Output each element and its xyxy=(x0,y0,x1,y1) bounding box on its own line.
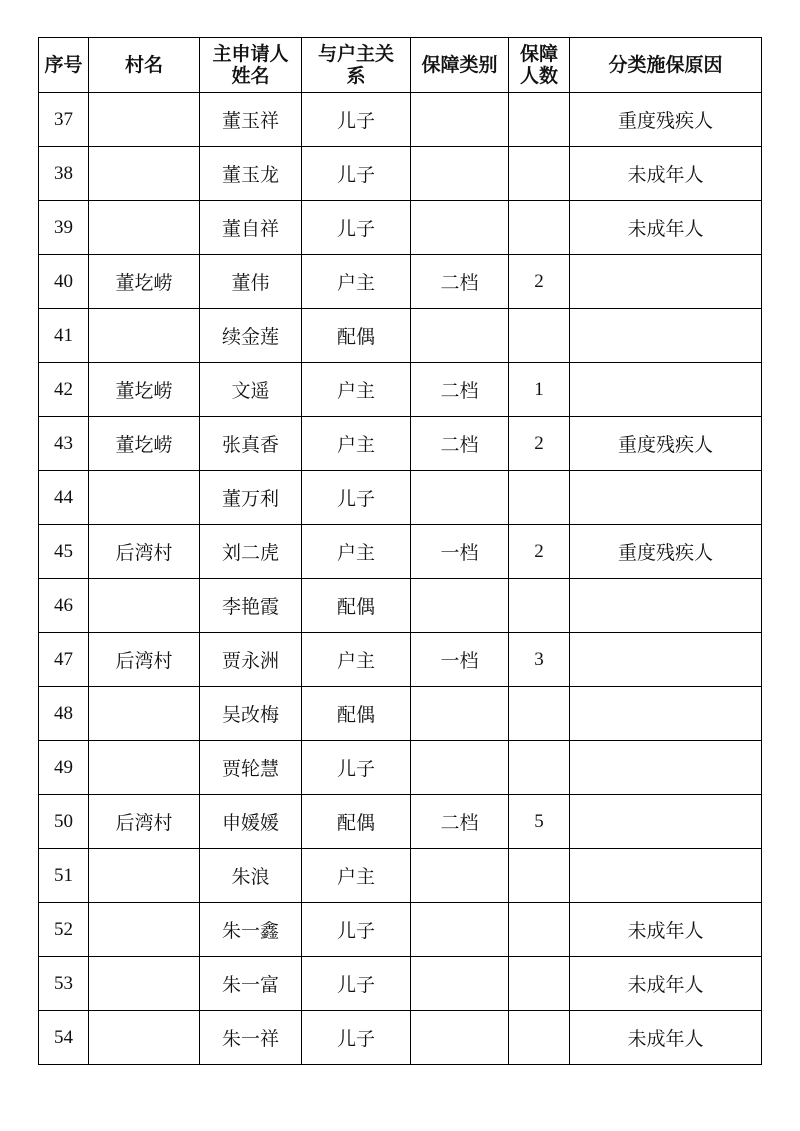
cell-count xyxy=(509,471,570,525)
cell-count xyxy=(509,579,570,633)
cell-count: 3 xyxy=(509,633,570,687)
header-village: 村名 xyxy=(89,38,200,93)
cell-seq: 46 xyxy=(39,579,89,633)
cell-seq: 39 xyxy=(39,201,89,255)
cell-village xyxy=(89,957,200,1011)
cell-seq: 52 xyxy=(39,903,89,957)
cell-village: 后湾村 xyxy=(89,795,200,849)
cell-village xyxy=(89,471,200,525)
cell-village xyxy=(89,687,200,741)
cell-category: 一档 xyxy=(411,525,509,579)
cell-relation: 配偶 xyxy=(302,309,411,363)
cell-category xyxy=(411,849,509,903)
cell-reason xyxy=(570,363,762,417)
cell-name: 董自祥 xyxy=(200,201,302,255)
cell-village: 董圪崂 xyxy=(89,255,200,309)
cell-village: 董圪崂 xyxy=(89,363,200,417)
cell-category xyxy=(411,93,509,147)
cell-reason xyxy=(570,255,762,309)
cell-reason xyxy=(570,309,762,363)
cell-count xyxy=(509,1011,570,1065)
cell-count xyxy=(509,741,570,795)
header-relation xyxy=(302,38,411,93)
header-row xyxy=(39,38,762,93)
table-row xyxy=(39,363,762,417)
cell-seq: 41 xyxy=(39,309,89,363)
table-row xyxy=(39,957,762,1011)
cell-relation: 户主 xyxy=(302,363,411,417)
cell-village: 后湾村 xyxy=(89,525,200,579)
table-row xyxy=(39,93,762,147)
header-applicant-name xyxy=(200,38,302,93)
header-category: 保障类别 xyxy=(411,38,509,93)
table-row xyxy=(39,903,762,957)
header-applicant-text: 主申请人姓名 xyxy=(212,43,289,87)
cell-count xyxy=(509,201,570,255)
cell-count: 2 xyxy=(509,417,570,471)
cell-category: 二档 xyxy=(411,363,509,417)
cell-reason xyxy=(570,633,762,687)
cell-name: 文遥 xyxy=(200,363,302,417)
cell-category xyxy=(411,579,509,633)
cell-seq: 44 xyxy=(39,471,89,525)
header-relation-text: 与户主关系 xyxy=(317,43,394,87)
cell-relation: 户主 xyxy=(302,417,411,471)
cell-reason xyxy=(570,471,762,525)
header-seq: 序号 xyxy=(39,38,89,93)
table-row xyxy=(39,795,762,849)
cell-seq: 43 xyxy=(39,417,89,471)
table-row xyxy=(39,201,762,255)
cell-count xyxy=(509,957,570,1011)
cell-category xyxy=(411,741,509,795)
cell-seq: 51 xyxy=(39,849,89,903)
cell-name: 董玉龙 xyxy=(200,147,302,201)
cell-village: 董圪崂 xyxy=(89,417,200,471)
cell-count: 1 xyxy=(509,363,570,417)
cell-reason: 重度残疾人 xyxy=(570,417,762,471)
cell-reason: 未成年人 xyxy=(570,903,762,957)
cell-count xyxy=(509,147,570,201)
table-row xyxy=(39,687,762,741)
assistance-roster-table xyxy=(38,37,762,1065)
cell-village xyxy=(89,93,200,147)
cell-seq: 42 xyxy=(39,363,89,417)
cell-relation: 配偶 xyxy=(302,795,411,849)
cell-count xyxy=(509,687,570,741)
cell-seq: 38 xyxy=(39,147,89,201)
table-header xyxy=(39,38,762,93)
cell-relation: 儿子 xyxy=(302,1011,411,1065)
cell-relation: 儿子 xyxy=(302,957,411,1011)
table-row xyxy=(39,417,762,471)
cell-name: 朱一祥 xyxy=(200,1011,302,1065)
cell-reason: 重度残疾人 xyxy=(570,525,762,579)
cell-relation: 户主 xyxy=(302,525,411,579)
cell-relation: 儿子 xyxy=(302,147,411,201)
table-body xyxy=(39,93,762,1065)
cell-seq: 54 xyxy=(39,1011,89,1065)
cell-name: 续金莲 xyxy=(200,309,302,363)
cell-count xyxy=(509,903,570,957)
header-count-text: 保障人数 xyxy=(519,43,558,87)
cell-village: 后湾村 xyxy=(89,633,200,687)
cell-name: 董伟 xyxy=(200,255,302,309)
cell-name: 张真香 xyxy=(200,417,302,471)
table-row xyxy=(39,309,762,363)
cell-village xyxy=(89,201,200,255)
cell-seq: 53 xyxy=(39,957,89,1011)
cell-name: 董玉祥 xyxy=(200,93,302,147)
cell-name: 刘二虎 xyxy=(200,525,302,579)
cell-category xyxy=(411,1011,509,1065)
cell-category xyxy=(411,687,509,741)
cell-reason xyxy=(570,687,762,741)
cell-name: 朱一富 xyxy=(200,957,302,1011)
cell-village xyxy=(89,1011,200,1065)
cell-village xyxy=(89,903,200,957)
cell-village xyxy=(89,309,200,363)
cell-reason xyxy=(570,741,762,795)
cell-count: 5 xyxy=(509,795,570,849)
cell-relation: 儿子 xyxy=(302,93,411,147)
cell-seq: 47 xyxy=(39,633,89,687)
cell-seq: 45 xyxy=(39,525,89,579)
table-row xyxy=(39,633,762,687)
table-row xyxy=(39,849,762,903)
cell-name: 李艳霞 xyxy=(200,579,302,633)
cell-category xyxy=(411,903,509,957)
table-row xyxy=(39,471,762,525)
cell-name: 朱一鑫 xyxy=(200,903,302,957)
table-row xyxy=(39,741,762,795)
cell-seq: 49 xyxy=(39,741,89,795)
cell-count: 2 xyxy=(509,255,570,309)
cell-category: 二档 xyxy=(411,795,509,849)
cell-reason: 未成年人 xyxy=(570,1011,762,1065)
cell-name: 吴改梅 xyxy=(200,687,302,741)
cell-count xyxy=(509,849,570,903)
cell-village xyxy=(89,741,200,795)
cell-relation: 儿子 xyxy=(302,471,411,525)
cell-name: 贾轮慧 xyxy=(200,741,302,795)
cell-relation: 户主 xyxy=(302,849,411,903)
header-count xyxy=(509,38,570,93)
table-row xyxy=(39,147,762,201)
cell-name: 贾永洲 xyxy=(200,633,302,687)
cell-reason: 未成年人 xyxy=(570,147,762,201)
cell-category xyxy=(411,957,509,1011)
cell-category xyxy=(411,309,509,363)
cell-seq: 37 xyxy=(39,93,89,147)
cell-name: 董万利 xyxy=(200,471,302,525)
cell-reason xyxy=(570,849,762,903)
cell-reason xyxy=(570,579,762,633)
table-row xyxy=(39,255,762,309)
cell-reason: 未成年人 xyxy=(570,957,762,1011)
cell-reason xyxy=(570,795,762,849)
cell-category xyxy=(411,471,509,525)
cell-name: 申媛媛 xyxy=(200,795,302,849)
cell-count xyxy=(509,309,570,363)
cell-relation: 儿子 xyxy=(302,741,411,795)
cell-count xyxy=(509,93,570,147)
cell-village xyxy=(89,579,200,633)
cell-seq: 48 xyxy=(39,687,89,741)
cell-seq: 50 xyxy=(39,795,89,849)
table-row xyxy=(39,1011,762,1065)
table-row xyxy=(39,579,762,633)
header-reason: 分类施保原因 xyxy=(570,38,762,93)
cell-category: 二档 xyxy=(411,255,509,309)
cell-category xyxy=(411,147,509,201)
cell-relation: 儿子 xyxy=(302,201,411,255)
cell-category: 一档 xyxy=(411,633,509,687)
cell-name: 朱浪 xyxy=(200,849,302,903)
table-row xyxy=(39,525,762,579)
cell-relation: 配偶 xyxy=(302,687,411,741)
cell-relation: 户主 xyxy=(302,255,411,309)
cell-relation: 户主 xyxy=(302,633,411,687)
cell-seq: 40 xyxy=(39,255,89,309)
cell-reason: 未成年人 xyxy=(570,201,762,255)
cell-category: 二档 xyxy=(411,417,509,471)
cell-reason: 重度残疾人 xyxy=(570,93,762,147)
cell-relation: 儿子 xyxy=(302,903,411,957)
cell-relation: 配偶 xyxy=(302,579,411,633)
cell-count: 2 xyxy=(509,525,570,579)
cell-category xyxy=(411,201,509,255)
cell-village xyxy=(89,147,200,201)
cell-village xyxy=(89,849,200,903)
